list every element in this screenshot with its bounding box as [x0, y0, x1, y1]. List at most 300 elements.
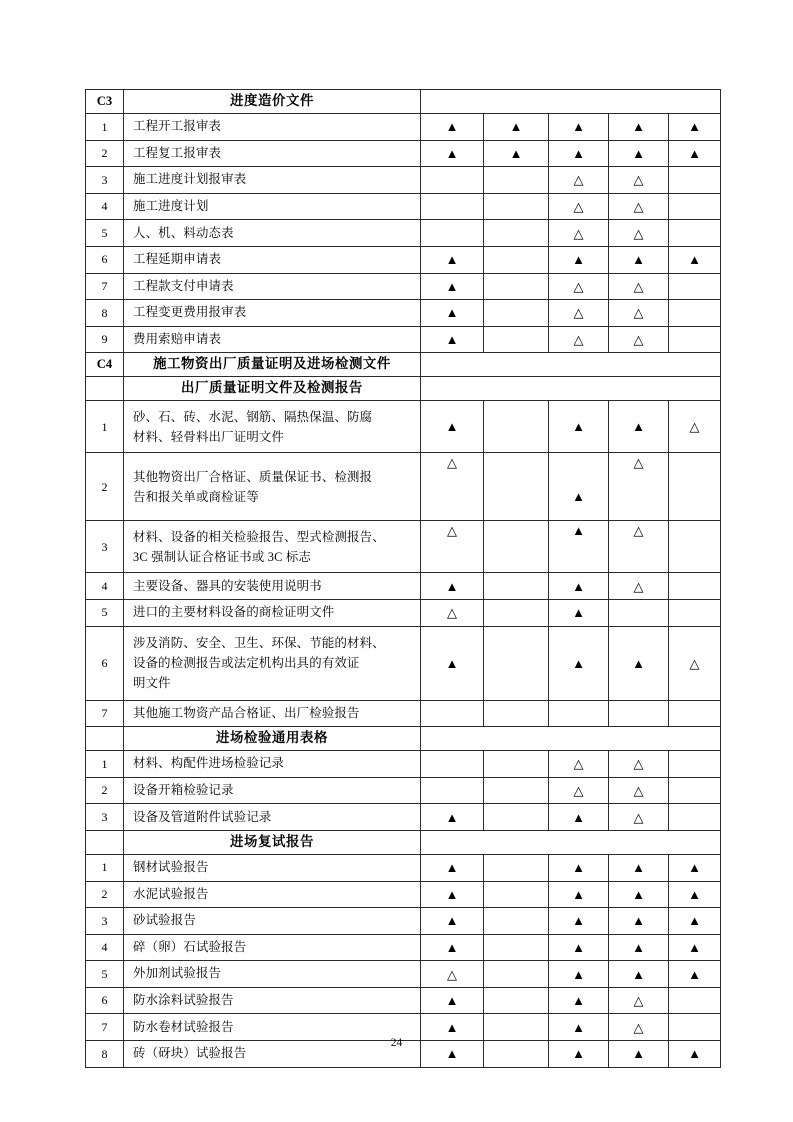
symbol-cell-2: [484, 961, 549, 988]
table-row: [86, 908, 721, 935]
symbol-cell-1: [421, 326, 484, 353]
symbol-cell-5: [669, 599, 721, 626]
symbol-cell-1: [421, 777, 484, 804]
row-number: 8: [86, 1041, 124, 1068]
symbol-cell-3: [549, 220, 609, 247]
symbol-cell-5: [669, 626, 721, 700]
filled-triangle-icon: ▲: [688, 939, 701, 955]
row-number: 4: [86, 573, 124, 600]
filled-triangle-icon: ▲: [445, 305, 459, 321]
hollow-triangle-icon: △: [573, 783, 584, 799]
row-label: [124, 401, 421, 453]
symbol-cell-1: [421, 140, 484, 167]
row-label: [124, 987, 421, 1014]
symbol-cell-4: [609, 167, 669, 194]
symbol-cell-5: [669, 700, 721, 727]
symbol-cell-1: [421, 167, 484, 194]
filled-triangle-icon: ▲: [632, 913, 645, 929]
row-label-line: 砖（砑块）试验报告: [133, 1046, 247, 1061]
symbol-cell-1: [421, 114, 484, 141]
filled-triangle-icon: ▲: [688, 119, 701, 135]
section-symbols-span: [421, 377, 721, 401]
symbol-cell-1: [421, 854, 484, 881]
hollow-triangle-icon: △: [633, 225, 644, 241]
hollow-triangle-icon: △: [573, 199, 584, 215]
hollow-triangle-icon: △: [447, 455, 457, 471]
row-label: [124, 326, 421, 353]
symbol-cell-5: [669, 961, 721, 988]
filled-triangle-icon: ▲: [445, 145, 459, 161]
row-number: 5: [86, 220, 124, 247]
row-number: 3: [86, 521, 124, 573]
hollow-triangle-icon: △: [633, 199, 644, 215]
symbol-cell-3: [549, 881, 609, 908]
table-row: [86, 751, 721, 778]
hollow-triangle-icon: △: [689, 419, 700, 435]
row-label: [124, 521, 421, 573]
symbol-cell-1: [421, 881, 484, 908]
filled-triangle-icon: ▲: [445, 119, 459, 135]
table-row: [86, 246, 721, 273]
symbol-cell-3: [549, 751, 609, 778]
symbol-cell-2: [484, 453, 549, 521]
symbol-cell-4: [609, 881, 669, 908]
section-code: [86, 830, 124, 854]
symbol-cell-1: [421, 987, 484, 1014]
symbol-cell-2: [484, 934, 549, 961]
filled-triangle-icon: ▲: [688, 145, 701, 161]
symbol-cell-4: [609, 401, 669, 453]
symbol-cell-4: [609, 751, 669, 778]
row-label-line: 其他物资出厂合格证、质量保证书、检测报: [133, 469, 373, 484]
row-label-line: 涉及消防、安全、卫生、环保、节能的材料、: [133, 635, 385, 650]
symbol-cell-4: [609, 599, 669, 626]
table-row: [86, 934, 721, 961]
symbol-cell-5: [669, 193, 721, 220]
section-symbols-span: [421, 90, 721, 114]
row-label: [124, 961, 421, 988]
symbol-cell-5: [669, 804, 721, 831]
filled-triangle-icon: ▲: [445, 809, 459, 825]
row-number: 7: [86, 273, 124, 300]
section-title: 进度造价文件: [124, 90, 421, 114]
row-label-line: 外加剂试验报告: [133, 966, 222, 981]
filled-triangle-icon: ▲: [445, 860, 459, 876]
row-label: [124, 881, 421, 908]
row-number: 2: [86, 140, 124, 167]
section-code: [86, 377, 124, 401]
symbol-cell-3: [549, 987, 609, 1014]
symbol-cell-1: [421, 934, 484, 961]
page-number: 24: [390, 1037, 403, 1049]
symbol-cell-5: [669, 751, 721, 778]
symbol-cell-1: [421, 908, 484, 935]
filled-triangle-icon: ▲: [572, 913, 585, 929]
hollow-triangle-icon: △: [573, 225, 584, 241]
symbol-cell-3: [549, 246, 609, 273]
symbol-cell-5: [669, 987, 721, 1014]
symbol-cell-2: [484, 777, 549, 804]
symbol-cell-2: [484, 751, 549, 778]
table-row: [86, 987, 721, 1014]
hollow-triangle-icon: △: [633, 993, 644, 1009]
filled-triangle-icon: ▲: [572, 939, 585, 955]
symbol-cell-4: [609, 987, 669, 1014]
filled-triangle-icon: ▲: [445, 252, 459, 268]
row-label-line: 施工进度计划: [133, 198, 209, 213]
filled-triangle-icon: ▲: [632, 145, 645, 161]
filled-triangle-icon: ▲: [572, 578, 585, 594]
row-label-line: 碎（卵）石试验报告: [133, 939, 247, 954]
filled-triangle-icon: ▲: [632, 966, 645, 982]
row-label: [124, 300, 421, 327]
filled-triangle-icon: ▲: [632, 655, 645, 671]
symbol-cell-3: [549, 908, 609, 935]
filled-triangle-icon: ▲: [572, 145, 585, 161]
filled-triangle-icon: ▲: [688, 1046, 701, 1062]
row-number: 1: [86, 401, 124, 453]
filled-triangle-icon: ▲: [572, 1046, 585, 1062]
row-number: 9: [86, 326, 124, 353]
row-number: 2: [86, 881, 124, 908]
row-label-line: 防水涂料试验报告: [133, 993, 234, 1008]
filled-triangle-icon: ▲: [445, 1046, 459, 1062]
row-label-line: 工程款支付申请表: [133, 278, 234, 293]
symbol-cell-1: [421, 521, 484, 573]
row-label-line: 人、机、料动态表: [133, 225, 234, 240]
filled-triangle-icon: ▲: [445, 578, 459, 594]
symbol-cell-4: [609, 700, 669, 727]
symbol-cell-5: [669, 777, 721, 804]
row-label-line: 工程变更费用报审表: [133, 305, 247, 320]
filled-triangle-icon: ▲: [572, 523, 585, 539]
section-header-row: [86, 830, 721, 854]
symbol-cell-4: [609, 246, 669, 273]
section-symbols-span: [421, 353, 721, 377]
hollow-triangle-icon: △: [573, 278, 584, 294]
symbol-cell-5: [669, 140, 721, 167]
section-title: 出厂质量证明文件及检测报告: [124, 377, 421, 401]
symbol-cell-3: [549, 453, 609, 521]
symbol-cell-3: [549, 777, 609, 804]
filled-triangle-icon: ▲: [572, 809, 585, 825]
filled-triangle-icon: ▲: [445, 913, 459, 929]
symbol-cell-3: [549, 934, 609, 961]
symbol-cell-2: [484, 908, 549, 935]
table-row: [86, 326, 721, 353]
hollow-triangle-icon: △: [633, 783, 644, 799]
hollow-triangle-icon: △: [633, 523, 644, 539]
table-row: [86, 300, 721, 327]
symbol-cell-1: [421, 220, 484, 247]
hollow-triangle-icon: △: [447, 605, 457, 621]
symbol-cell-1: [421, 599, 484, 626]
row-label-line: 材料、设备的相关检验报告、型式检测报告、: [133, 529, 385, 544]
symbol-cell-2: [484, 700, 549, 727]
row-label-line: 材料、轻骨料出厂证明文件: [133, 429, 285, 444]
symbol-cell-4: [609, 140, 669, 167]
row-label: [124, 114, 421, 141]
hollow-triangle-icon: △: [573, 305, 584, 321]
section-header-row: [86, 90, 721, 114]
symbol-cell-4: [609, 908, 669, 935]
filled-triangle-icon: ▲: [445, 419, 459, 435]
filled-triangle-icon: ▲: [445, 1019, 459, 1035]
row-label-line: 工程复工报审表: [133, 145, 222, 160]
row-number: 4: [86, 934, 124, 961]
section-title: 进场复试报告: [124, 830, 421, 854]
filled-triangle-icon: ▲: [572, 489, 585, 505]
hollow-triangle-icon: △: [633, 172, 644, 188]
table-row: [86, 401, 721, 453]
symbol-cell-4: [609, 804, 669, 831]
table-row: [86, 140, 721, 167]
filled-triangle-icon: ▲: [572, 966, 585, 982]
symbol-cell-3: [549, 167, 609, 194]
symbol-cell-3: [549, 599, 609, 626]
row-label: [124, 573, 421, 600]
symbol-cell-1: [421, 246, 484, 273]
row-label: [124, 273, 421, 300]
symbol-cell-3: [549, 193, 609, 220]
section-header-row: [86, 353, 721, 377]
row-number: 2: [86, 777, 124, 804]
symbol-cell-3: [549, 521, 609, 573]
filled-triangle-icon: ▲: [572, 605, 585, 621]
symbol-cell-1: [421, 626, 484, 700]
row-label: [124, 934, 421, 961]
symbol-cell-5: [669, 573, 721, 600]
filled-triangle-icon: ▲: [572, 1019, 585, 1035]
table-row: [86, 700, 721, 727]
symbol-cell-2: [484, 521, 549, 573]
filled-triangle-icon: ▲: [445, 278, 459, 294]
row-label-line: 进口的主要材料设备的商检证明文件: [133, 605, 335, 620]
row-label-line: 施工进度计划报审表: [133, 172, 247, 187]
symbol-cell-2: [484, 246, 549, 273]
symbol-cell-4: [609, 777, 669, 804]
row-label: [124, 777, 421, 804]
section-title: 进场检验通用表格: [124, 727, 421, 751]
filled-triangle-icon: ▲: [572, 655, 585, 671]
symbol-cell-2: [484, 573, 549, 600]
symbol-cell-5: [669, 220, 721, 247]
filled-triangle-icon: ▲: [688, 966, 701, 982]
symbol-cell-2: [484, 401, 549, 453]
filled-triangle-icon: ▲: [688, 860, 701, 876]
row-label-line: 防水卷材试验报告: [133, 1019, 234, 1034]
row-label-line: 水泥试验报告: [133, 886, 209, 901]
filled-triangle-icon: ▲: [688, 913, 701, 929]
row-label: [124, 140, 421, 167]
symbol-cell-4: [609, 114, 669, 141]
symbol-cell-2: [484, 854, 549, 881]
table-row: [86, 573, 721, 600]
filled-triangle-icon: ▲: [445, 332, 459, 348]
symbol-cell-4: [609, 626, 669, 700]
symbol-cell-2: [484, 300, 549, 327]
filled-triangle-icon: ▲: [445, 886, 459, 902]
filled-triangle-icon: ▲: [572, 860, 585, 876]
hollow-triangle-icon: △: [633, 455, 644, 471]
row-label-line: 设备的检测报告或法定机构出具的有效证: [133, 655, 360, 670]
row-number: 5: [86, 599, 124, 626]
table-row: [86, 193, 721, 220]
symbol-cell-4: [609, 326, 669, 353]
symbol-cell-1: [421, 751, 484, 778]
row-label: [124, 167, 421, 194]
symbol-cell-2: [484, 140, 549, 167]
filled-triangle-icon: ▲: [632, 886, 645, 902]
symbol-cell-3: [549, 626, 609, 700]
filled-triangle-icon: ▲: [572, 886, 585, 902]
table-row: [86, 167, 721, 194]
hollow-triangle-icon: △: [633, 332, 644, 348]
filled-triangle-icon: ▲: [632, 1046, 645, 1062]
hollow-triangle-icon: △: [689, 655, 700, 671]
symbol-cell-3: [549, 854, 609, 881]
row-label: [124, 599, 421, 626]
table-row: [86, 881, 721, 908]
row-label-line: 材料、构配件进场检验记录: [133, 756, 285, 771]
row-label: [124, 751, 421, 778]
section-header-row: [86, 727, 721, 751]
symbol-cell-2: [484, 326, 549, 353]
row-label: [124, 626, 421, 700]
section-symbols-span: [421, 830, 721, 854]
row-number: 8: [86, 300, 124, 327]
filled-triangle-icon: ▲: [632, 119, 645, 135]
section-symbols-span: [421, 727, 721, 751]
row-label-line: 费用索赔申请表: [133, 331, 222, 346]
row-label: [124, 700, 421, 727]
row-label-line: 钢材试验报告: [133, 860, 209, 875]
symbol-cell-5: [669, 934, 721, 961]
row-number: 7: [86, 700, 124, 727]
hollow-triangle-icon: △: [633, 305, 644, 321]
filled-triangle-icon: ▲: [632, 252, 645, 268]
hollow-triangle-icon: △: [573, 172, 584, 188]
symbol-cell-3: [549, 700, 609, 727]
symbol-cell-2: [484, 167, 549, 194]
symbol-cell-1: [421, 453, 484, 521]
symbol-cell-2: [484, 114, 549, 141]
table-row: [86, 114, 721, 141]
table-row: [86, 453, 721, 521]
section-code: [86, 727, 124, 751]
symbol-cell-5: [669, 908, 721, 935]
row-number: 2: [86, 453, 124, 521]
symbol-cell-5: [669, 273, 721, 300]
table-row: [86, 961, 721, 988]
symbol-cell-3: [549, 401, 609, 453]
hollow-triangle-icon: △: [573, 756, 584, 772]
section-title: 施工物资出厂质量证明及进场检测文件: [124, 353, 421, 377]
filled-triangle-icon: ▲: [572, 119, 585, 135]
hollow-triangle-icon: △: [633, 578, 644, 594]
symbol-cell-2: [484, 273, 549, 300]
row-label: [124, 453, 421, 521]
symbol-cell-5: [669, 521, 721, 573]
table-row: [86, 273, 721, 300]
filled-triangle-icon: ▲: [572, 993, 585, 1009]
symbol-cell-1: [421, 273, 484, 300]
symbol-cell-2: [484, 626, 549, 700]
symbol-cell-4: [609, 300, 669, 327]
hollow-triangle-icon: △: [633, 278, 644, 294]
symbol-cell-5: [669, 854, 721, 881]
symbol-cell-3: [549, 140, 609, 167]
section-header-row: [86, 377, 721, 401]
row-number: 1: [86, 114, 124, 141]
symbol-cell-5: [669, 326, 721, 353]
symbol-cell-1: [421, 804, 484, 831]
table-row: [86, 854, 721, 881]
table-row: [86, 804, 721, 831]
row-number: 3: [86, 804, 124, 831]
symbol-cell-3: [549, 804, 609, 831]
filled-triangle-icon: ▲: [688, 886, 701, 902]
row-number: 6: [86, 246, 124, 273]
hollow-triangle-icon: △: [633, 809, 644, 825]
filled-triangle-icon: ▲: [632, 860, 645, 876]
section-code: C3: [86, 90, 124, 114]
symbol-cell-4: [609, 220, 669, 247]
symbol-cell-5: [669, 881, 721, 908]
symbol-cell-3: [549, 273, 609, 300]
filled-triangle-icon: ▲: [509, 145, 523, 161]
row-number: 5: [86, 961, 124, 988]
filled-triangle-icon: ▲: [572, 419, 585, 435]
symbol-cell-2: [484, 220, 549, 247]
hollow-triangle-icon: △: [573, 332, 584, 348]
symbol-cell-3: [549, 961, 609, 988]
symbol-cell-5: [669, 300, 721, 327]
symbol-cell-4: [609, 453, 669, 521]
symbol-cell-4: [609, 273, 669, 300]
filled-triangle-icon: ▲: [445, 655, 459, 671]
row-label-line: 设备及管道附件试验记录: [133, 809, 272, 824]
archive-document-table: [85, 89, 721, 1068]
symbol-cell-5: [669, 246, 721, 273]
row-number: 6: [86, 987, 124, 1014]
row-label: [124, 220, 421, 247]
symbol-cell-2: [484, 804, 549, 831]
row-label-line: 设备开箱检验记录: [133, 782, 234, 797]
row-label: [124, 193, 421, 220]
row-number: 1: [86, 751, 124, 778]
table-row: [86, 521, 721, 573]
symbol-cell-3: [549, 326, 609, 353]
symbol-cell-4: [609, 573, 669, 600]
symbol-cell-5: [669, 453, 721, 521]
row-number: 3: [86, 167, 124, 194]
symbol-cell-5: [669, 401, 721, 453]
row-label-line: 告和报关单或商检证等: [133, 489, 259, 504]
hollow-triangle-icon: △: [447, 523, 457, 539]
hollow-triangle-icon: △: [633, 1019, 644, 1035]
symbol-cell-2: [484, 599, 549, 626]
row-label-line: 主要设备、器具的安装使用说明书: [133, 578, 322, 593]
row-label-line: 砂试验报告: [133, 913, 196, 928]
symbol-cell-1: [421, 573, 484, 600]
table-row: [86, 220, 721, 247]
symbol-cell-3: [549, 300, 609, 327]
symbol-cell-1: [421, 300, 484, 327]
table-row: [86, 777, 721, 804]
row-number: 4: [86, 193, 124, 220]
filled-triangle-icon: ▲: [572, 252, 585, 268]
